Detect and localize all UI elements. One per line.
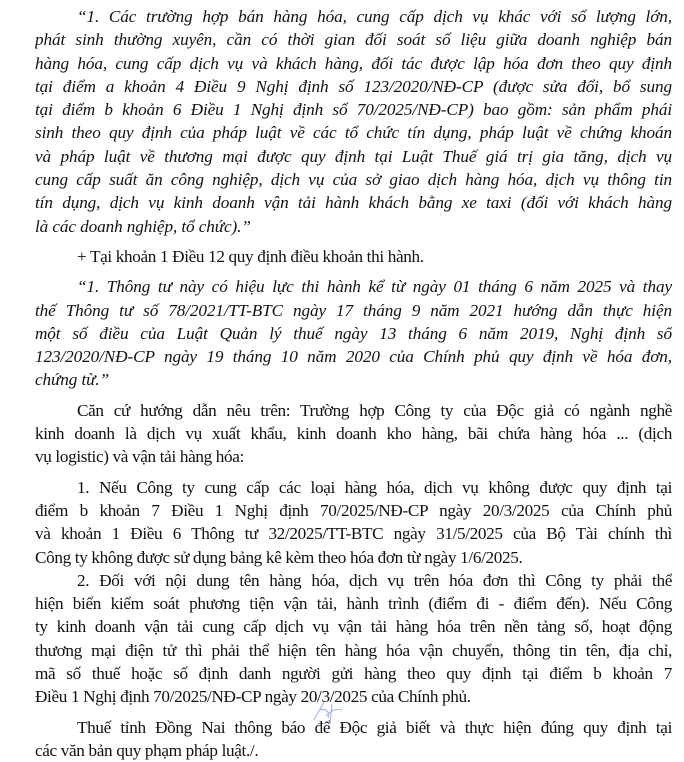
paragraph xyxy=(35,476,672,569)
text-line: thế Thông tư số 78/2021/TT-BTC ngày 17 tháng 9 năm 2021 hướng dẫn thực hiện xyxy=(35,300,672,320)
text-line: Thuế tỉnh Đồng Nai thông báo để Độc giả biết và thực hiện đúng quy định tại xyxy=(77,717,672,737)
text-line: mã số thuế hoặc số định danh người gửi hàng theo quy định tại điểm b khoản 7 xyxy=(35,664,672,684)
text-line: + Tại khoản 1 Điều 12 quy định điều khoản thi hành. xyxy=(77,246,424,266)
quoted-paragraph xyxy=(35,5,672,238)
text-line: hàng hóa, cung cấp dịch vụ và khách hàng, đối tác được lập hóa đơn theo quy định xyxy=(35,53,672,73)
text-line: tại điểm a khoản 4 Điều 9 Nghị định số 123/2020/NĐ-CP (được sửa đổi, bổ sung xyxy=(35,76,672,96)
paragraph-gap xyxy=(35,709,672,716)
paragraph xyxy=(35,716,672,762)
text-line: và pháp luật về thương mại được quy định tại Luật Thuế giá trị gia tăng, dịch vụ xyxy=(35,146,672,166)
text-line: chứng từ.” xyxy=(35,370,110,390)
text-line: Căn cứ hướng dẫn nêu trên: Trường hợp Công ty của Độc giả có ngành nghề xyxy=(77,400,672,420)
paragraph-gap xyxy=(35,238,672,245)
text-line: Công ty không được sử dụng bảng kê kèm theo hóa đơn từ ngày 1/6/2025. xyxy=(35,547,523,567)
text-line: 2. Đối với nội dung tên hàng hóa, dịch vụ trên hóa đơn thì Công ty phải thể xyxy=(77,570,672,590)
text-line: “1. Các trường hợp bán hàng hóa, cung cấp dịch vụ khác với số lượng lớn, xyxy=(77,7,672,26)
paragraph xyxy=(35,569,672,709)
paragraph xyxy=(35,399,672,469)
quoted-paragraph xyxy=(35,275,672,391)
text-line: cung cấp suất ăn công nghiệp, dịch vụ của sở giao dịch hàng hóa, dịch vụ thông tin xyxy=(35,170,672,190)
text-line: 1. Nếu Công ty cung cấp các loại hàng hóa, dịch vụ không được quy định tại xyxy=(77,477,672,497)
text-line: phát sinh thường xuyên, cần có thời gian đối soát số liệu giữa doanh nghiệp bán xyxy=(35,30,672,50)
text-line: sinh theo quy định của pháp luật về các tổ chức tín dụng, pháp luật về chứng khoán xyxy=(35,123,672,143)
text-line: thương mại điện tử thì phải thể hiện tên hàng hóa vận chuyển, thông tin tên, địa chỉ, xyxy=(35,640,672,660)
text-line: kinh doanh là dịch vụ xuất khẩu, kinh doanh kho hàng, bãi chứa hàng hóa ... (dịch xyxy=(35,424,672,444)
text-line: 123/2020/NĐ-CP ngày 19 tháng 10 năm 2020 của Chính phủ quy định về hóa đơn, xyxy=(35,347,672,367)
document-body xyxy=(35,5,672,762)
text-line: ty kinh doanh vận tải cung cấp dịch vụ vận tải hàng hóa trên nền tảng số, hoạt động xyxy=(35,617,672,637)
text-line: hiện biển kiểm soát phương tiện vận tải, hành trình (điểm đi - điểm đến). Nếu Công xyxy=(35,594,672,614)
paragraph-gap xyxy=(35,268,672,275)
paragraph-gap xyxy=(35,392,672,399)
text-line: tín dụng, dịch vụ kinh doanh vận tải hành khách bằng xe taxi (đối với khách hàng xyxy=(35,193,672,213)
paragraph xyxy=(35,245,672,268)
text-line: và khoản 1 Điều 6 Thông tư 32/2025/TT-BTC ngày 31/5/2025 của Bộ Tài chính thì xyxy=(35,524,672,544)
text-line: Điều 1 Nghị định 70/2025/NĐ-CP ngày 20/3/2025 của Chính phủ. xyxy=(35,687,471,707)
signature-mark xyxy=(308,698,348,728)
paragraph-gap xyxy=(35,469,672,476)
text-line: điểm b khoản 7 Điều 1 Nghị định 70/2025/NĐ-CP ngày 20/3/2025 của Chính phủ xyxy=(35,500,672,520)
text-line: một số điều của Luật Quản lý thuế ngày 13 tháng 6 năm 2019, Nghị định số xyxy=(35,323,672,343)
text-line: vụ logistic) và vận tải hàng hóa: xyxy=(35,447,244,467)
text-line: “1. Thông tư này có hiệu lực thi hành kể từ ngày 01 tháng 6 năm 2025 và thay xyxy=(77,277,672,297)
text-line: các văn bản quy phạm pháp luật./. xyxy=(35,740,259,760)
text-line: tại điểm b khoản 6 Điều 1 Nghị định số 70/2025/NĐ-CP) bao gồm: sản phẩm phái xyxy=(35,100,672,120)
text-line: là các doanh nghiệp, tổ chức).” xyxy=(35,216,251,236)
